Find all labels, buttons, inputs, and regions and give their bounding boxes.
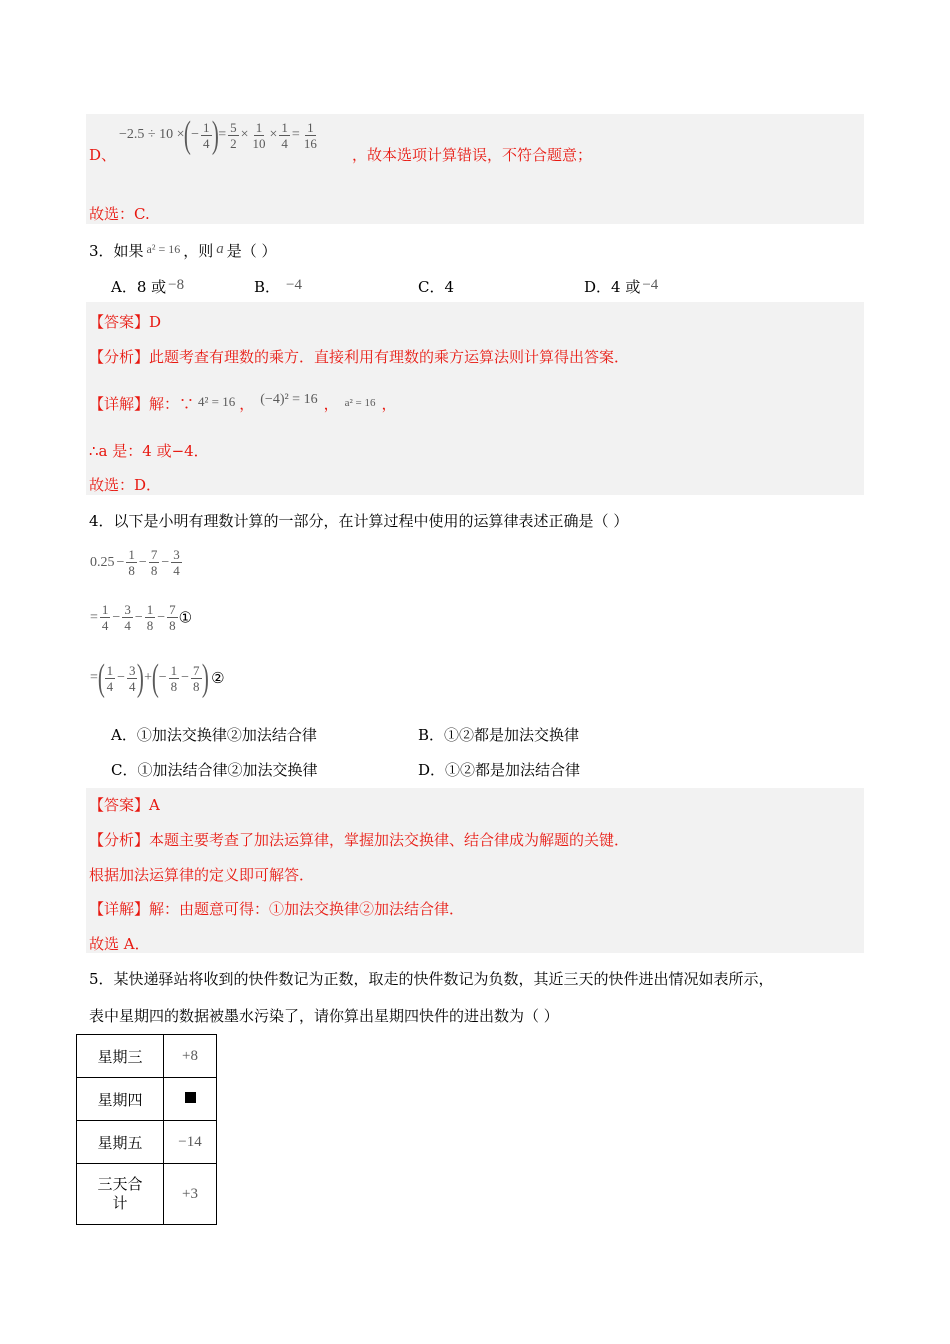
q4-line-1: 0.25 − $\frac{1}{8}$ − $\frac{7}{8}$ − $\frac{3}{4}$ bbox=[90, 547, 180, 578]
q4-analysis: 【分析】本题主要考查了加法运算律，掌握加法交换律、结合律成为解题的关键． bbox=[89, 831, 630, 849]
fraction: $\frac{3}{4}$ bbox=[124, 602, 131, 633]
fraction: $\frac{1}{4}$ bbox=[281, 119, 288, 151]
table-cell-day: 星期三 bbox=[77, 1035, 164, 1078]
fraction: $\frac{1}{8}$ bbox=[170, 662, 178, 694]
fraction: $\frac{1}{4}$ bbox=[101, 602, 109, 633]
table-row bbox=[77, 1121, 217, 1164]
q3-answer: 【答案】D bbox=[89, 313, 162, 331]
q3-option-b[interactable]: B． −4 bbox=[254, 277, 302, 296]
q4-detail: 【详解】解：由题意可得：①加法交换律②加法结合律． bbox=[89, 900, 465, 918]
q2-option-d-label: D、 bbox=[89, 146, 117, 164]
q3-option-c[interactable]: C．4 bbox=[418, 278, 455, 296]
table-cell-value bbox=[164, 1078, 217, 1121]
fraction: $\frac{7}{8}$ bbox=[193, 662, 200, 694]
q4-line-2: = $\frac{1}{4}$ − $\frac{3}{4}$ − $\frac{1}{8}$ − $\frac{7}{8}$ ① bbox=[90, 602, 193, 633]
table-cell-day: 星期五 bbox=[77, 1121, 164, 1164]
table-row bbox=[77, 1164, 217, 1225]
q4-option-c[interactable]: C．①加法结合律②加法交换律 bbox=[111, 761, 318, 779]
table-cell-value: +8 bbox=[164, 1035, 217, 1078]
table-cell-day: 星期四 bbox=[77, 1078, 164, 1121]
q2-choose: 故选：C. bbox=[89, 205, 150, 223]
table-row bbox=[77, 1035, 217, 1078]
ink-blot-square bbox=[185, 1092, 196, 1103]
q3-therefore: ∴a 是：4 或−4． bbox=[89, 442, 209, 460]
fraction: $\frac{1}{4}$ bbox=[106, 662, 114, 694]
q3-choose: 故选：D． bbox=[89, 476, 162, 494]
q3-detail: 【详解】解：∵ 4² = 16 ， (−4)² = 16 ， $^{a^2 = 16}$ ， bbox=[89, 392, 397, 413]
fraction: $\frac{3}{4}$ bbox=[173, 547, 180, 578]
q5-stem-line-2: 表中星期四的数据被墨水污染了，请你算出星期四快件的进出数为（ ） bbox=[89, 1007, 559, 1025]
fraction: $\frac{1}{8}$ bbox=[128, 547, 135, 578]
fraction: $\frac{1}{4}$ bbox=[203, 119, 210, 151]
fraction: $\frac{7}{8}$ bbox=[150, 547, 158, 578]
q4-answer: 【答案】A bbox=[89, 796, 160, 814]
q3-stem: 3．如果 $^{a^2 = 16}$ ，则 a 是（ ） bbox=[89, 241, 277, 260]
q5-stem-line-1: 5．某快递驿站将收到的快件数记为正数，取走的快件数记为负数，其近三天的快件进出情况如表所示， bbox=[89, 970, 774, 988]
q3-option-a[interactable]: A．8 或 −8 bbox=[111, 277, 185, 296]
q5-data-table bbox=[76, 1034, 217, 1225]
q3-option-d[interactable]: D．4 或 −4 bbox=[584, 277, 659, 296]
q4-choose: 故选 A． bbox=[89, 935, 150, 953]
fraction: $\frac{7}{8}$ bbox=[169, 602, 176, 633]
q4-option-d[interactable]: D．①②都是加法结合律 bbox=[418, 761, 581, 779]
q4-stem: 4．以下是小明有理数计算的一部分，在计算过程中使用的运算律表述正确是（ ） bbox=[89, 512, 629, 530]
table-cell-value: +3 bbox=[164, 1164, 217, 1225]
q4-option-a[interactable]: A．①加法交换律②加法结合律 bbox=[111, 726, 317, 744]
fraction: $\frac{5}{2}$ bbox=[230, 119, 237, 151]
table-cell-day: 三天合计 bbox=[77, 1164, 164, 1225]
fraction: $\frac{1}{8}$ bbox=[146, 602, 154, 633]
q4-line-3: =( $\frac{1}{4}$ − $\frac{3}{4}$ )+(− $\frac{1}{8}$ − $\frac{7}{8}$ ) ② bbox=[90, 657, 225, 699]
q4-analysis-2: 根据加法运算律的定义即可解答． bbox=[89, 866, 315, 884]
fraction: $\frac{3}{4}$ bbox=[128, 662, 136, 694]
fraction: $\frac{1}{10}$ bbox=[252, 119, 266, 151]
q3-analysis: 【分析】此题考查有理数的乘方．直接利用有理数的乘方运算法则计算得出答案． bbox=[89, 348, 630, 366]
q2-option-d-expression: −2.5 ÷ 10 ×(− $\frac{1}{4}$ )= $\frac{5}{2}$ × $\frac{1}{10}$ × $\frac{1}{4}$ = $\frac{1}{16}$ bbox=[119, 114, 317, 156]
table-cell-value: −14 bbox=[164, 1121, 217, 1164]
q2-conclusion: ，故本选项计算错误，不符合题意； bbox=[352, 146, 593, 164]
table-row bbox=[77, 1078, 217, 1121]
q4-option-b[interactable]: B．①②都是加法交换律 bbox=[418, 726, 580, 744]
fraction: $\frac{1}{16}$ bbox=[303, 119, 317, 151]
